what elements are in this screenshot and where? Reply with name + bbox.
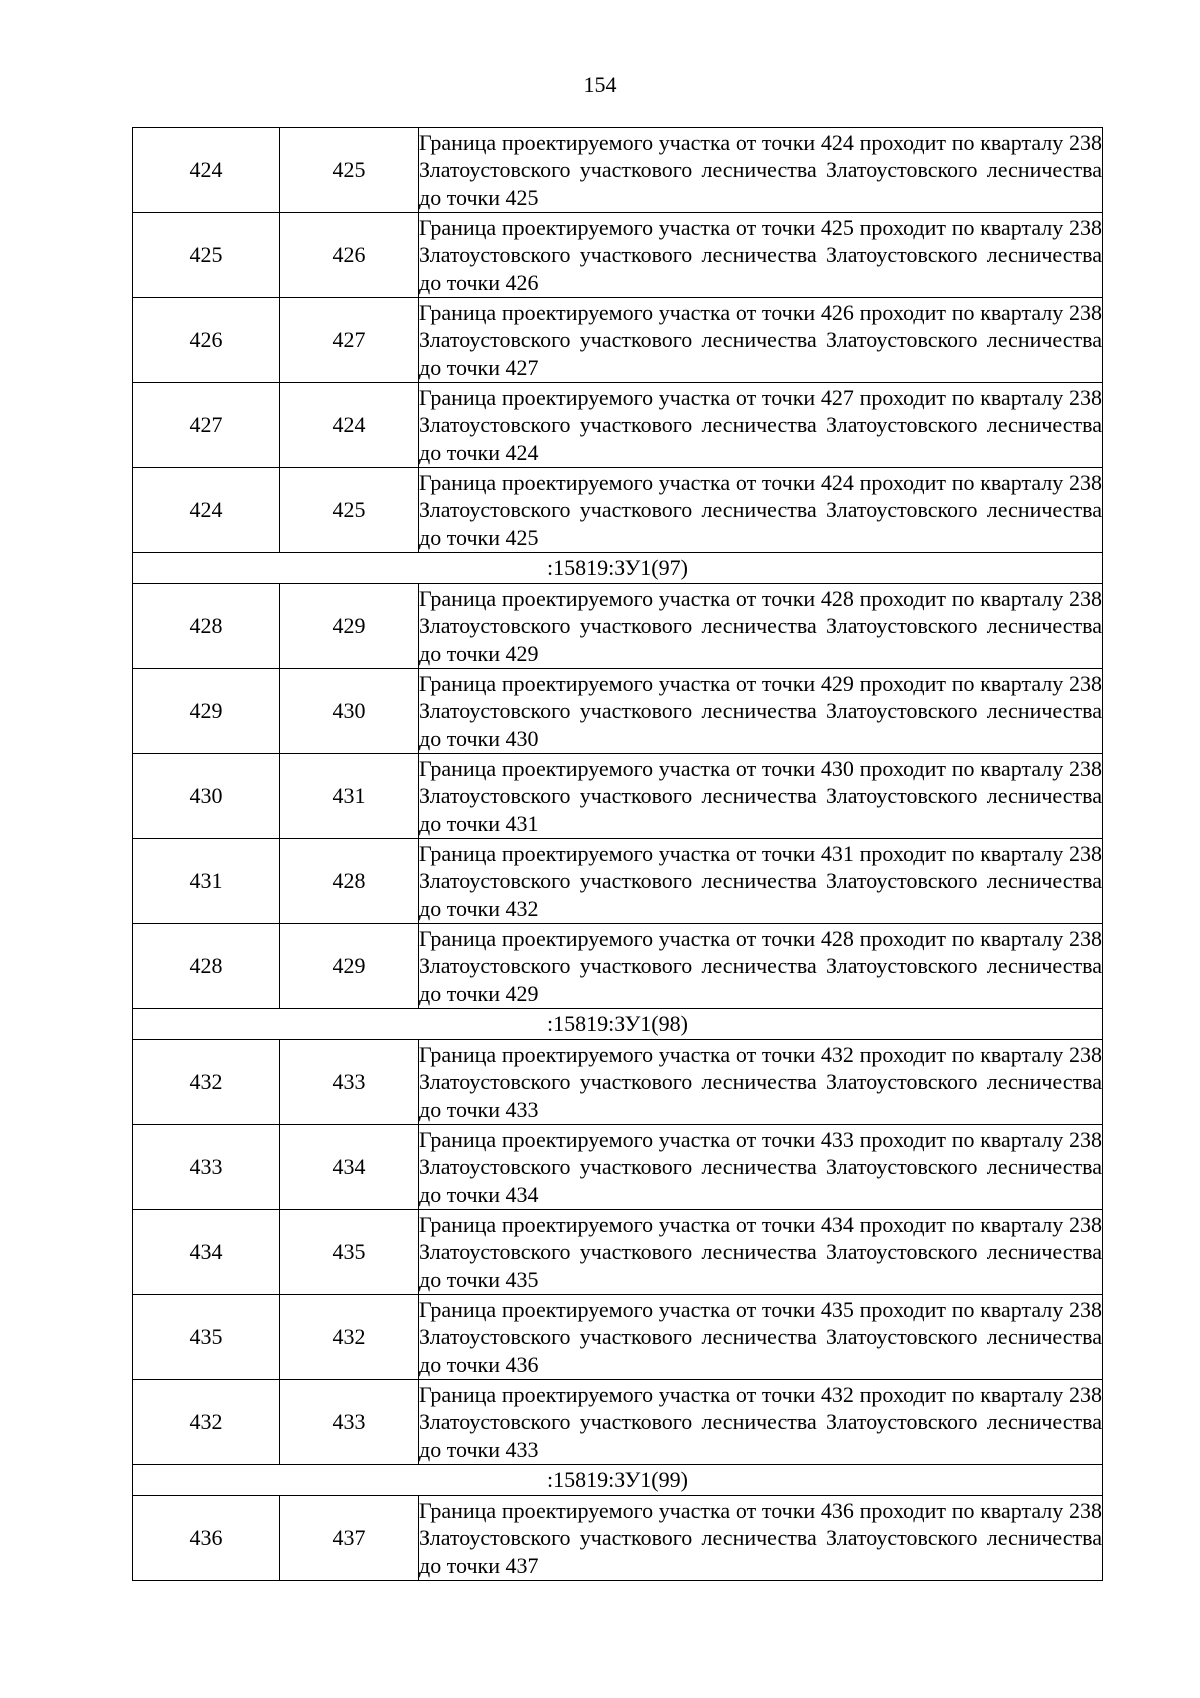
section-title: :15819:ЗУ1(98) — [133, 1009, 1103, 1040]
table-row — [133, 669, 1103, 754]
table-row — [133, 754, 1103, 839]
to-point-cell: 431 — [280, 754, 419, 839]
description-cell: Граница проектируемого участка от точки 428 проходит по кварталу 238 Златоустовского участкового лесничества Златоустовского лесничества до точки 429 — [419, 584, 1103, 669]
description-cell: Граница проектируемого участка от точки 424 проходит по кварталу 238 Златоустовского участкового лесничества Златоустовского лесничества до точки 425 — [419, 468, 1103, 553]
from-point-cell: 426 — [133, 298, 280, 383]
to-point-cell: 426 — [280, 213, 419, 298]
from-point-cell: 428 — [133, 584, 280, 669]
from-point-cell: 434 — [133, 1210, 280, 1295]
description-cell: Граница проектируемого участка от точки 424 проходит по кварталу 238 Златоустовского участкового лесничества Златоустовского лесничества до точки 425 — [419, 128, 1103, 213]
to-point-cell: 425 — [280, 128, 419, 213]
description-cell: Граница проектируемого участка от точки 432 проходит по кварталу 238 Златоустовского участкового лесничества Златоустовского лесничества до точки 433 — [419, 1380, 1103, 1465]
page-number: 154 — [583, 72, 617, 97]
to-point-cell: 432 — [280, 1295, 419, 1380]
from-point-cell: 428 — [133, 924, 280, 1009]
description-cell: Граница проектируемого участка от точки 436 проходит по кварталу 238 Златоустовского участкового лесничества Златоустовского лесничества до точки 437 — [419, 1496, 1103, 1581]
description-cell: Граница проектируемого участка от точки 428 проходит по кварталу 238 Златоустовского участкового лесничества Златоустовского лесничества до точки 429 — [419, 924, 1103, 1009]
from-point-cell: 435 — [133, 1295, 280, 1380]
to-point-cell: 437 — [280, 1496, 419, 1581]
table-row — [133, 584, 1103, 669]
table-row — [133, 1295, 1103, 1380]
table-row — [133, 1125, 1103, 1210]
description-cell: Граница проектируемого участка от точки 427 проходит по кварталу 238 Златоустовского участкового лесничества Златоустовского лесничества до точки 424 — [419, 383, 1103, 468]
description-cell: Граница проектируемого участка от точки 434 проходит по кварталу 238 Златоустовского участкового лесничества Златоустовского лесничества до точки 435 — [419, 1210, 1103, 1295]
from-point-cell: 431 — [133, 839, 280, 924]
description-cell: Граница проектируемого участка от точки 435 проходит по кварталу 238 Златоустовского участкового лесничества Златоустовского лесничества до точки 436 — [419, 1295, 1103, 1380]
description-cell: Граница проектируемого участка от точки 432 проходит по кварталу 238 Златоустовского участкового лесничества Златоустовского лесничества до точки 433 — [419, 1040, 1103, 1125]
from-point-cell: 430 — [133, 754, 280, 839]
description-cell: Граница проектируемого участка от точки 426 проходит по кварталу 238 Златоустовского участкового лесничества Златоустовского лесничества до точки 427 — [419, 298, 1103, 383]
table-row — [133, 839, 1103, 924]
from-point-cell: 427 — [133, 383, 280, 468]
to-point-cell: 428 — [280, 839, 419, 924]
description-cell: Граница проектируемого участка от точки 430 проходит по кварталу 238 Златоустовского участкового лесничества Златоустовского лесничества до точки 431 — [419, 754, 1103, 839]
from-point-cell: 436 — [133, 1496, 280, 1581]
from-point-cell: 432 — [133, 1380, 280, 1465]
to-point-cell: 434 — [280, 1125, 419, 1210]
description-cell: Граница проектируемого участка от точки 425 проходит по кварталу 238 Златоустовского участкового лесничества Златоустовского лесничества до точки 426 — [419, 213, 1103, 298]
from-point-cell: 429 — [133, 669, 280, 754]
table-row — [133, 128, 1103, 213]
to-point-cell: 427 — [280, 298, 419, 383]
section-row — [133, 553, 1103, 584]
to-point-cell: 429 — [280, 584, 419, 669]
from-point-cell: 424 — [133, 468, 280, 553]
from-point-cell: 425 — [133, 213, 280, 298]
section-title: :15819:ЗУ1(97) — [133, 553, 1103, 584]
to-point-cell: 429 — [280, 924, 419, 1009]
description-cell: Граница проектируемого участка от точки 429 проходит по кварталу 238 Златоустовского участкового лесничества Златоустовского лесничества до точки 430 — [419, 669, 1103, 754]
to-point-cell: 433 — [280, 1380, 419, 1465]
to-point-cell: 430 — [280, 669, 419, 754]
description-cell: Граница проектируемого участка от точки 431 проходит по кварталу 238 Златоустовского участкового лесничества Златоустовского лесничества до точки 432 — [419, 839, 1103, 924]
table-row — [133, 1210, 1103, 1295]
to-point-cell: 433 — [280, 1040, 419, 1125]
section-row — [133, 1009, 1103, 1040]
table-row — [133, 213, 1103, 298]
table-row — [133, 1380, 1103, 1465]
from-point-cell: 432 — [133, 1040, 280, 1125]
to-point-cell: 424 — [280, 383, 419, 468]
from-point-cell: 424 — [133, 128, 280, 213]
table-row — [133, 298, 1103, 383]
to-point-cell: 425 — [280, 468, 419, 553]
table-row — [133, 468, 1103, 553]
table-row — [133, 383, 1103, 468]
boundary-table-body — [133, 128, 1103, 1581]
section-title: :15819:ЗУ1(99) — [133, 1465, 1103, 1496]
table-row — [133, 1040, 1103, 1125]
table-row — [133, 1496, 1103, 1581]
section-row — [133, 1465, 1103, 1496]
description-cell: Граница проектируемого участка от точки 433 проходит по кварталу 238 Златоустовского участкового лесничества Златоустовского лесничества до точки 434 — [419, 1125, 1103, 1210]
from-point-cell: 433 — [133, 1125, 280, 1210]
table-row — [133, 924, 1103, 1009]
boundary-table — [132, 127, 1103, 1581]
to-point-cell: 435 — [280, 1210, 419, 1295]
